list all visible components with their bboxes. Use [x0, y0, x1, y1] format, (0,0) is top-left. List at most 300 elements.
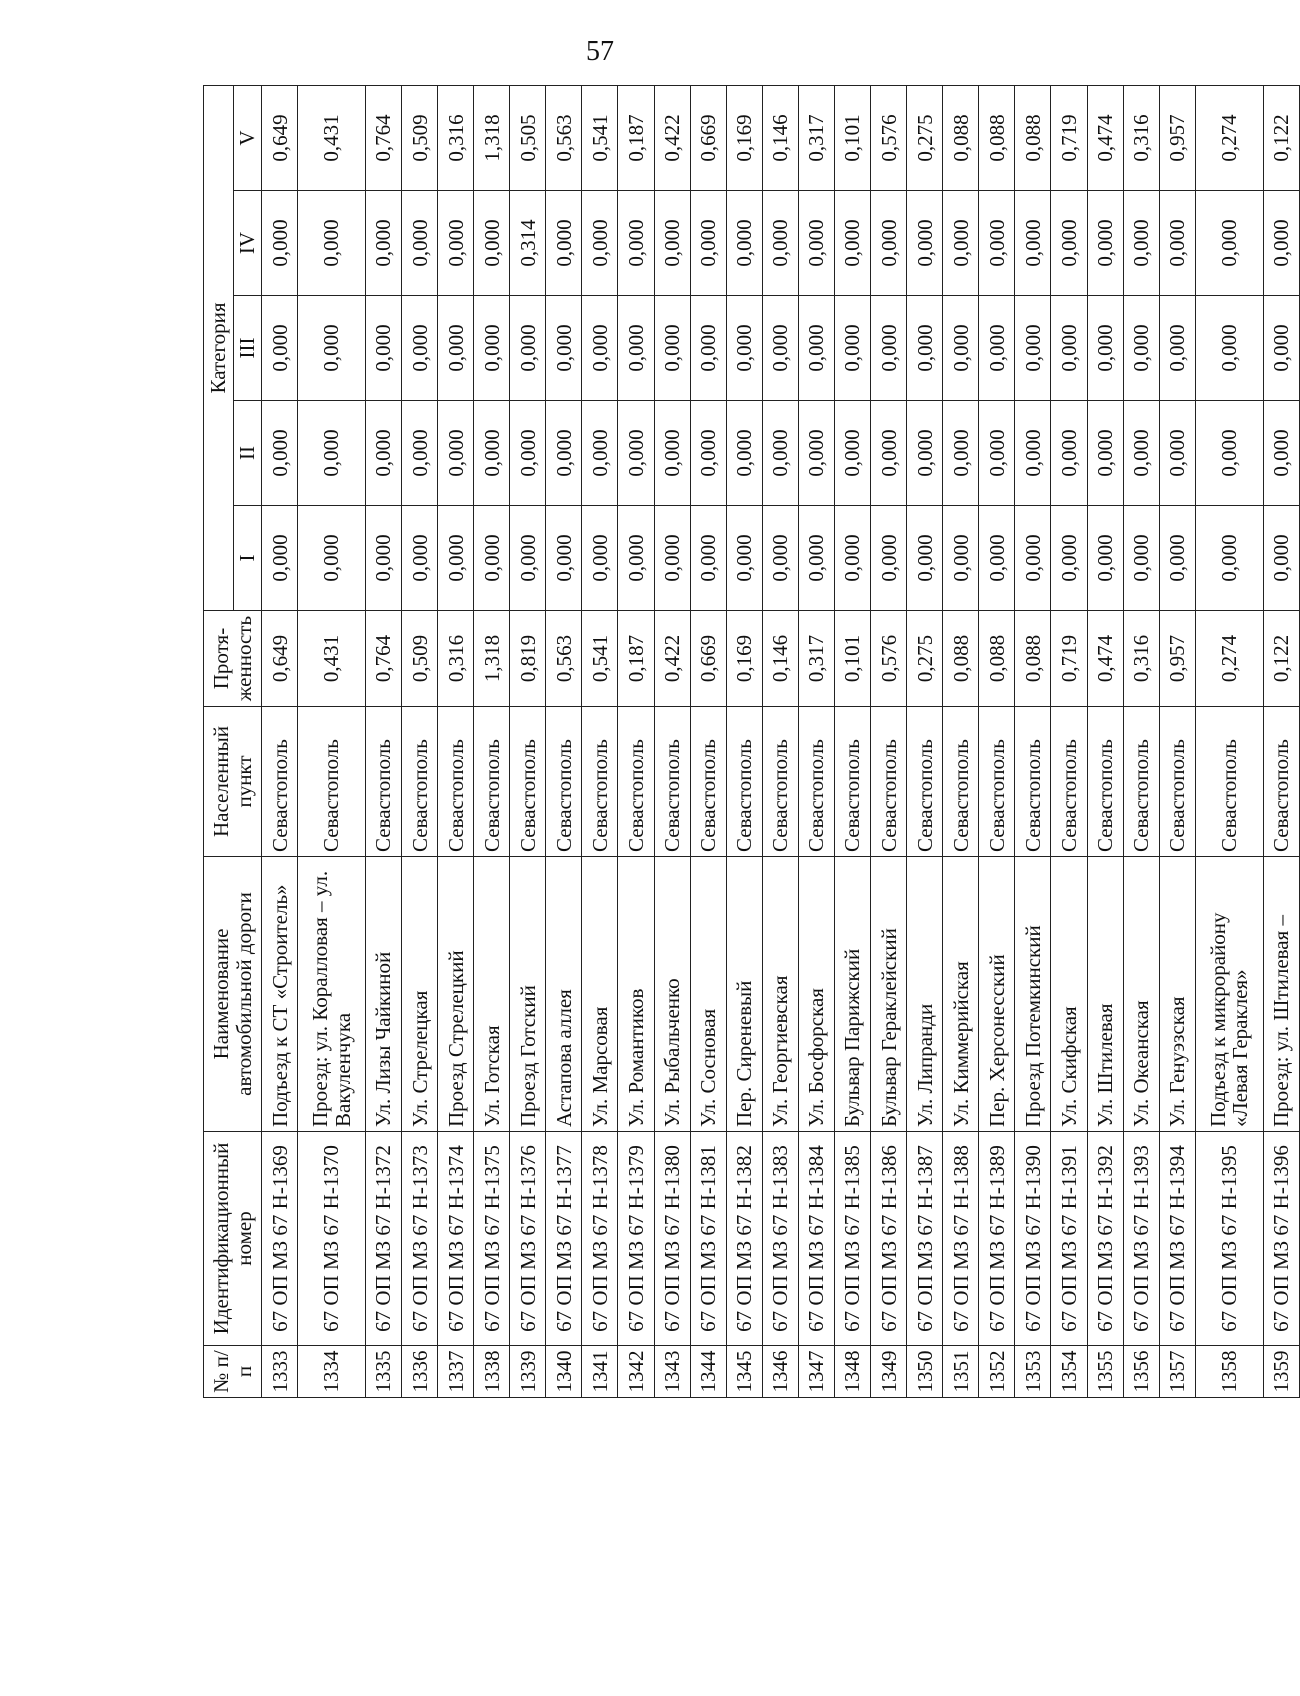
category-4-value: 0,000	[582, 191, 618, 296]
category-3-value: 0,000	[298, 296, 366, 401]
table-row	[1015, 86, 1051, 1398]
category-5-value: 0,146	[762, 86, 798, 191]
road-length: 0,509	[402, 611, 438, 707]
header-category: Категория	[204, 86, 234, 611]
category-2-value: 0,000	[762, 401, 798, 506]
road-length: 0,122	[1263, 611, 1299, 707]
category-3-value: 0,000	[474, 296, 510, 401]
settlement: Севастополь	[834, 707, 870, 857]
road-id: 67 ОП МЗ 67 Н-1369	[262, 1132, 298, 1346]
category-3-value: 0,000	[943, 296, 979, 401]
category-3-value: 0,000	[798, 296, 834, 401]
category-2-value: 0,000	[365, 401, 401, 506]
road-id: 67 ОП МЗ 67 Н-1392	[1087, 1132, 1123, 1346]
category-4-value: 0,000	[1263, 191, 1299, 296]
category-3-value: 0,000	[1195, 296, 1263, 401]
category-1-value: 0,000	[726, 506, 762, 611]
category-1-value: 0,000	[943, 506, 979, 611]
road-length: 0,957	[1159, 611, 1195, 707]
category-5-value: 0,088	[979, 86, 1015, 191]
category-1-value: 0,000	[1087, 506, 1123, 611]
road-length: 0,146	[762, 611, 798, 707]
category-3-value: 0,000	[654, 296, 690, 401]
category-1-value: 0,000	[834, 506, 870, 611]
road-name: Ул. Сосновая	[690, 857, 726, 1132]
road-length: 1,318	[474, 611, 510, 707]
road-id: 67 ОП МЗ 67 Н-1377	[546, 1132, 582, 1346]
category-2-value: 0,000	[1263, 401, 1299, 506]
category-4-value: 0,000	[690, 191, 726, 296]
category-5-value: 0,169	[726, 86, 762, 191]
category-4-value: 0,000	[1051, 191, 1087, 296]
table-row	[726, 86, 762, 1398]
category-5-value: 0,122	[1263, 86, 1299, 191]
category-5-value: 0,088	[1015, 86, 1051, 191]
category-3-value: 0,000	[438, 296, 474, 401]
category-4-value: 0,000	[798, 191, 834, 296]
road-name: Проезд Стрелецкий	[438, 857, 474, 1132]
category-5-value: 0,317	[798, 86, 834, 191]
road-length: 0,088	[979, 611, 1015, 707]
road-id: 67 ОП МЗ 67 Н-1374	[438, 1132, 474, 1346]
road-length: 0,422	[654, 611, 690, 707]
road-length: 0,649	[262, 611, 298, 707]
category-2-value: 0,000	[690, 401, 726, 506]
road-length: 0,563	[546, 611, 582, 707]
category-4-value: 0,000	[1123, 191, 1159, 296]
category-2-value: 0,000	[298, 401, 366, 506]
category-3-value: 0,000	[1123, 296, 1159, 401]
row-number: 1351	[943, 1346, 979, 1398]
road-length: 0,275	[907, 611, 943, 707]
category-5-value: 1,318	[474, 86, 510, 191]
category-1-value: 0,000	[262, 506, 298, 611]
settlement: Севастополь	[979, 707, 1015, 857]
settlement: Севастополь	[474, 707, 510, 857]
road-length: 0,187	[618, 611, 654, 707]
road-length: 0,669	[690, 611, 726, 707]
table-row	[262, 86, 298, 1398]
road-id: 67 ОП МЗ 67 Н-1379	[618, 1132, 654, 1346]
settlement: Севастополь	[907, 707, 943, 857]
row-number: 1347	[798, 1346, 834, 1398]
row-number: 1350	[907, 1346, 943, 1398]
road-length: 0,101	[834, 611, 870, 707]
category-1-value: 0,000	[762, 506, 798, 611]
road-name: Бульвар Парижский	[834, 857, 870, 1132]
road-id: 67 ОП МЗ 67 Н-1381	[690, 1132, 726, 1346]
road-id: 67 ОП МЗ 67 Н-1382	[726, 1132, 762, 1346]
table-row	[871, 86, 907, 1398]
road-length: 0,317	[798, 611, 834, 707]
category-2-value: 0,000	[1087, 401, 1123, 506]
category-4-value: 0,000	[618, 191, 654, 296]
settlement: Севастополь	[365, 707, 401, 857]
row-number: 1340	[546, 1346, 582, 1398]
category-2-value: 0,000	[726, 401, 762, 506]
category-3-value: 0,000	[1159, 296, 1195, 401]
category-5-value: 0,275	[907, 86, 943, 191]
road-name: Подъезд к СТ «Строитель»	[262, 857, 298, 1132]
road-length: 0,274	[1195, 611, 1263, 707]
category-3-value: 0,000	[582, 296, 618, 401]
settlement: Севастополь	[1263, 707, 1299, 857]
settlement: Севастополь	[1051, 707, 1087, 857]
settlement: Севастополь	[1195, 707, 1263, 857]
road-id: 67 ОП МЗ 67 Н-1370	[298, 1132, 366, 1346]
category-1-value: 0,000	[546, 506, 582, 611]
category-5-value: 0,274	[1195, 86, 1263, 191]
table-row	[654, 86, 690, 1398]
category-5-value: 0,088	[943, 86, 979, 191]
road-name: Ул. Генуэзская	[1159, 857, 1195, 1132]
category-3-value: 0,000	[690, 296, 726, 401]
category-1-value: 0,000	[654, 506, 690, 611]
header-place: Населенный пункт	[204, 707, 262, 857]
header-cat-5: V	[234, 86, 262, 191]
road-id: 67 ОП МЗ 67 Н-1394	[1159, 1132, 1195, 1346]
row-number: 1342	[618, 1346, 654, 1398]
road-id: 67 ОП МЗ 67 Н-1391	[1051, 1132, 1087, 1346]
road-name: Бульвар Гераклейский	[871, 857, 907, 1132]
table-row	[834, 86, 870, 1398]
road-name: Астапова аллея	[546, 857, 582, 1132]
roads-table	[203, 85, 1300, 1398]
category-5-value: 0,764	[365, 86, 401, 191]
category-1-value: 0,000	[474, 506, 510, 611]
settlement: Севастополь	[1159, 707, 1195, 857]
row-number: 1333	[262, 1346, 298, 1398]
road-name: Проезд Потемкинский	[1015, 857, 1051, 1132]
category-4-value: 0,000	[1015, 191, 1051, 296]
road-name: Ул. Липранди	[907, 857, 943, 1132]
settlement: Севастополь	[546, 707, 582, 857]
category-2-value: 0,000	[402, 401, 438, 506]
settlement: Севастополь	[438, 707, 474, 857]
road-name: Ул. Лизы Чайкиной	[365, 857, 401, 1132]
category-1-value: 0,000	[298, 506, 366, 611]
header-id: Идентификационный номер	[204, 1132, 262, 1346]
category-2-value: 0,000	[1123, 401, 1159, 506]
category-5-value: 0,474	[1087, 86, 1123, 191]
category-1-value: 0,000	[1051, 506, 1087, 611]
category-5-value: 0,541	[582, 86, 618, 191]
settlement: Севастополь	[1123, 707, 1159, 857]
category-2-value: 0,000	[438, 401, 474, 506]
category-4-value: 0,314	[510, 191, 546, 296]
category-1-value: 0,000	[798, 506, 834, 611]
road-length: 0,431	[298, 611, 366, 707]
category-4-value: 0,000	[474, 191, 510, 296]
category-4-value: 0,000	[298, 191, 366, 296]
row-number: 1338	[474, 1346, 510, 1398]
road-name: Ул. Стрелецкая	[402, 857, 438, 1132]
road-name: Ул. Скифская	[1051, 857, 1087, 1132]
road-name: Пер. Херсонесский	[979, 857, 1015, 1132]
settlement: Севастополь	[262, 707, 298, 857]
category-2-value: 0,000	[1015, 401, 1051, 506]
category-4-value: 0,000	[726, 191, 762, 296]
category-3-value: 0,000	[402, 296, 438, 401]
row-number: 1341	[582, 1346, 618, 1398]
table-row	[298, 86, 366, 1398]
settlement: Севастополь	[943, 707, 979, 857]
table-row	[510, 86, 546, 1398]
settlement: Севастополь	[618, 707, 654, 857]
category-3-value: 0,000	[726, 296, 762, 401]
category-4-value: 0,000	[1087, 191, 1123, 296]
road-length: 0,719	[1051, 611, 1087, 707]
road-length: 0,541	[582, 611, 618, 707]
header-length: Протя-женность	[204, 611, 262, 707]
category-3-value: 0,000	[1087, 296, 1123, 401]
road-id: 67 ОП МЗ 67 Н-1387	[907, 1132, 943, 1346]
category-4-value: 0,000	[834, 191, 870, 296]
category-5-value: 0,957	[1159, 86, 1195, 191]
settlement: Севастополь	[654, 707, 690, 857]
category-3-value: 0,000	[871, 296, 907, 401]
category-1-value: 0,000	[510, 506, 546, 611]
row-number: 1356	[1123, 1346, 1159, 1398]
row-number: 1355	[1087, 1346, 1123, 1398]
category-5-value: 0,649	[262, 86, 298, 191]
table-header	[204, 86, 262, 1398]
table-row	[1195, 86, 1263, 1398]
table-row	[474, 86, 510, 1398]
road-id: 67 ОП МЗ 67 Н-1384	[798, 1132, 834, 1346]
category-4-value: 0,000	[654, 191, 690, 296]
road-id: 67 ОП МЗ 67 Н-1388	[943, 1132, 979, 1346]
category-2-value: 0,000	[582, 401, 618, 506]
table-row	[1051, 86, 1087, 1398]
road-name: Подъезд к микрорайону «Левая Гераклея»	[1195, 857, 1263, 1132]
category-1-value: 0,000	[438, 506, 474, 611]
row-number: 1349	[871, 1346, 907, 1398]
category-2-value: 0,000	[798, 401, 834, 506]
header-num: № п/п	[204, 1346, 262, 1398]
road-name: Ул. Георгиевская	[762, 857, 798, 1132]
row-number: 1346	[762, 1346, 798, 1398]
table-row	[979, 86, 1015, 1398]
road-id: 67 ОП МЗ 67 Н-1372	[365, 1132, 401, 1346]
table-row	[690, 86, 726, 1398]
table-row	[1159, 86, 1195, 1398]
row-number: 1336	[402, 1346, 438, 1398]
row-number: 1344	[690, 1346, 726, 1398]
category-3-value: 0,000	[510, 296, 546, 401]
header-name: Наименование автомобильной дороги	[204, 857, 262, 1132]
row-number: 1337	[438, 1346, 474, 1398]
category-1-value: 0,000	[1263, 506, 1299, 611]
road-name: Ул. Рыбальченко	[654, 857, 690, 1132]
road-name: Ул. Океанская	[1123, 857, 1159, 1132]
table-row	[798, 86, 834, 1398]
road-id: 67 ОП МЗ 67 Н-1395	[1195, 1132, 1263, 1346]
category-3-value: 0,000	[762, 296, 798, 401]
category-5-value: 0,316	[1123, 86, 1159, 191]
category-5-value: 0,669	[690, 86, 726, 191]
settlement: Севастополь	[871, 707, 907, 857]
road-name: Ул. Штилевая	[1087, 857, 1123, 1132]
road-id: 67 ОП МЗ 67 Н-1393	[1123, 1132, 1159, 1346]
table-row	[1123, 86, 1159, 1398]
settlement: Севастополь	[298, 707, 366, 857]
row-number: 1352	[979, 1346, 1015, 1398]
category-2-value: 0,000	[1159, 401, 1195, 506]
category-5-value: 0,719	[1051, 86, 1087, 191]
category-3-value: 0,000	[907, 296, 943, 401]
road-length: 0,169	[726, 611, 762, 707]
road-id: 67 ОП МЗ 67 Н-1385	[834, 1132, 870, 1346]
settlement: Севастополь	[582, 707, 618, 857]
category-1-value: 0,000	[907, 506, 943, 611]
category-2-value: 0,000	[1051, 401, 1087, 506]
road-length: 0,316	[438, 611, 474, 707]
category-3-value: 0,000	[546, 296, 582, 401]
category-1-value: 0,000	[1195, 506, 1263, 611]
category-4-value: 0,000	[1159, 191, 1195, 296]
category-5-value: 0,431	[298, 86, 366, 191]
category-5-value: 0,187	[618, 86, 654, 191]
road-name: Ул. Романтиков	[618, 857, 654, 1132]
category-5-value: 0,422	[654, 86, 690, 191]
category-4-value: 0,000	[365, 191, 401, 296]
category-5-value: 0,576	[871, 86, 907, 191]
category-1-value: 0,000	[365, 506, 401, 611]
category-3-value: 0,000	[262, 296, 298, 401]
category-2-value: 0,000	[979, 401, 1015, 506]
category-4-value: 0,000	[871, 191, 907, 296]
road-name: Ул. Готская	[474, 857, 510, 1132]
table-row	[546, 86, 582, 1398]
category-2-value: 0,000	[907, 401, 943, 506]
category-4-value: 0,000	[438, 191, 474, 296]
row-number: 1354	[1051, 1346, 1087, 1398]
header-cat-4: IV	[234, 191, 262, 296]
table-row	[618, 86, 654, 1398]
road-id: 67 ОП МЗ 67 Н-1396	[1263, 1132, 1299, 1346]
road-name: Ул. Марсовая	[582, 857, 618, 1132]
category-3-value: 0,000	[365, 296, 401, 401]
category-3-value: 0,000	[1263, 296, 1299, 401]
road-name: Ул. Киммерийская	[943, 857, 979, 1132]
settlement: Севастополь	[726, 707, 762, 857]
category-4-value: 0,000	[943, 191, 979, 296]
category-5-value: 0,563	[546, 86, 582, 191]
category-1-value: 0,000	[582, 506, 618, 611]
category-1-value: 0,000	[1123, 506, 1159, 611]
category-4-value: 0,000	[979, 191, 1015, 296]
category-2-value: 0,000	[474, 401, 510, 506]
category-4-value: 0,000	[907, 191, 943, 296]
category-4-value: 0,000	[762, 191, 798, 296]
category-1-value: 0,000	[402, 506, 438, 611]
category-2-value: 0,000	[510, 401, 546, 506]
road-length: 0,474	[1087, 611, 1123, 707]
road-length: 0,819	[510, 611, 546, 707]
row-number: 1353	[1015, 1346, 1051, 1398]
category-2-value: 0,000	[654, 401, 690, 506]
header-cat-1: I	[234, 506, 262, 611]
row-number: 1358	[1195, 1346, 1263, 1398]
category-4-value: 0,000	[546, 191, 582, 296]
road-name: Проезд Готский	[510, 857, 546, 1132]
category-2-value: 0,000	[834, 401, 870, 506]
category-4-value: 0,000	[262, 191, 298, 296]
road-name: Проезд: ул. Штилевая –	[1263, 857, 1299, 1132]
category-4-value: 0,000	[1195, 191, 1263, 296]
road-name: Пер. Сиреневый	[726, 857, 762, 1132]
category-1-value: 0,000	[1015, 506, 1051, 611]
table-row	[438, 86, 474, 1398]
category-5-value: 0,505	[510, 86, 546, 191]
row-number: 1343	[654, 1346, 690, 1398]
road-id: 67 ОП МЗ 67 Н-1389	[979, 1132, 1015, 1346]
road-length: 0,316	[1123, 611, 1159, 707]
category-2-value: 0,000	[546, 401, 582, 506]
row-number: 1357	[1159, 1346, 1195, 1398]
row-number: 1335	[365, 1346, 401, 1398]
rotated-table-container	[203, 86, 1300, 1398]
table-row	[402, 86, 438, 1398]
road-id: 67 ОП МЗ 67 Н-1375	[474, 1132, 510, 1346]
settlement: Севастополь	[1087, 707, 1123, 857]
category-2-value: 0,000	[618, 401, 654, 506]
table-row	[1087, 86, 1123, 1398]
row-number: 1339	[510, 1346, 546, 1398]
category-5-value: 0,509	[402, 86, 438, 191]
category-1-value: 0,000	[690, 506, 726, 611]
category-4-value: 0,000	[402, 191, 438, 296]
road-length: 0,088	[1015, 611, 1051, 707]
category-1-value: 0,000	[979, 506, 1015, 611]
road-id: 67 ОП МЗ 67 Н-1380	[654, 1132, 690, 1346]
row-number: 1348	[834, 1346, 870, 1398]
settlement: Севастополь	[1015, 707, 1051, 857]
table-body	[262, 86, 1300, 1398]
category-3-value: 0,000	[979, 296, 1015, 401]
road-name: Ул. Босфорская	[798, 857, 834, 1132]
table-row	[943, 86, 979, 1398]
row-number: 1345	[726, 1346, 762, 1398]
category-5-value: 0,316	[438, 86, 474, 191]
road-length: 0,088	[943, 611, 979, 707]
header-cat-2: II	[234, 401, 262, 506]
category-1-value: 0,000	[618, 506, 654, 611]
settlement: Севастополь	[798, 707, 834, 857]
table-row	[907, 86, 943, 1398]
row-number: 1334	[298, 1346, 366, 1398]
table-row	[1263, 86, 1299, 1398]
road-id: 67 ОП МЗ 67 Н-1378	[582, 1132, 618, 1346]
category-5-value: 0,101	[834, 86, 870, 191]
settlement: Севастополь	[762, 707, 798, 857]
category-3-value: 0,000	[618, 296, 654, 401]
category-3-value: 0,000	[1051, 296, 1087, 401]
table-row	[365, 86, 401, 1398]
category-3-value: 0,000	[834, 296, 870, 401]
category-3-value: 0,000	[1015, 296, 1051, 401]
road-id: 67 ОП МЗ 67 Н-1383	[762, 1132, 798, 1346]
category-2-value: 0,000	[871, 401, 907, 506]
header-cat-3: III	[234, 296, 262, 401]
table-row	[762, 86, 798, 1398]
road-id: 67 ОП МЗ 67 Н-1390	[1015, 1132, 1051, 1346]
road-id: 67 ОП МЗ 67 Н-1386	[871, 1132, 907, 1346]
road-id: 67 ОП МЗ 67 Н-1376	[510, 1132, 546, 1346]
settlement: Севастополь	[690, 707, 726, 857]
page-number: 57	[586, 36, 614, 67]
